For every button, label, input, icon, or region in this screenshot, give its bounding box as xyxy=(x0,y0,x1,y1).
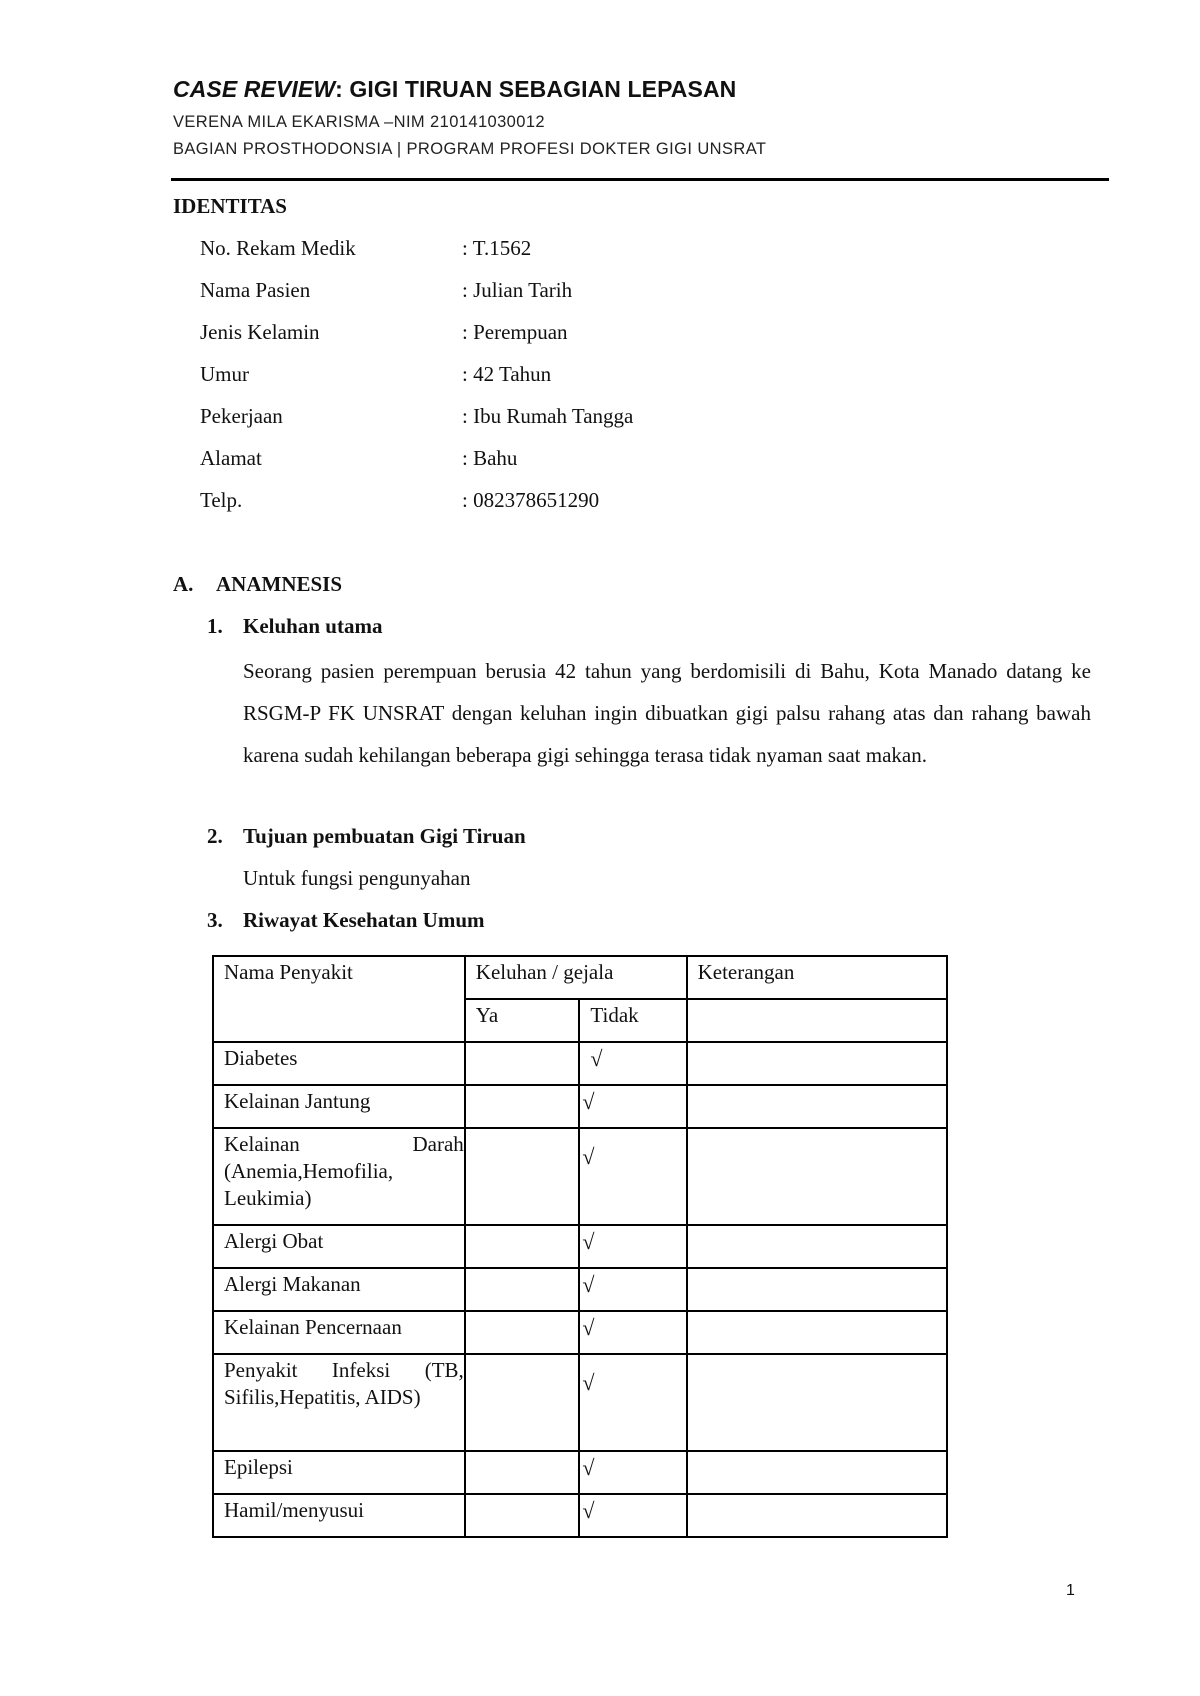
disease-name: Alergi Makanan xyxy=(213,1268,465,1311)
item-number: 1. xyxy=(207,614,223,638)
table-row xyxy=(213,1042,947,1085)
table-row xyxy=(213,1225,947,1268)
keterangan-cell xyxy=(687,1268,947,1311)
ya-cell xyxy=(465,1042,580,1085)
disease-name: Alergi Obat xyxy=(213,1225,465,1268)
ya-cell xyxy=(465,1128,580,1225)
identitas-value: : 42 Tahun xyxy=(462,362,552,386)
header-keterangan: Keterangan xyxy=(687,956,947,999)
identitas-value: : Perempuan xyxy=(462,320,568,344)
identitas-value: : 082378651290 xyxy=(462,488,600,512)
page-number: 1 xyxy=(1066,1582,1075,1599)
anamnesis-heading: ANAMNESIS xyxy=(216,572,343,596)
check-mark-icon: √ xyxy=(582,1498,595,1523)
identitas-value: : T.1562 xyxy=(462,236,532,260)
identitas-label: Pekerjaan xyxy=(200,404,283,428)
keterangan-cell xyxy=(687,1085,947,1128)
document-title xyxy=(173,76,736,103)
identitas-value: : Julian Tarih xyxy=(462,278,573,302)
tujuan-text: Untuk fungsi pengunyahan xyxy=(243,866,471,890)
ya-cell xyxy=(465,1354,580,1451)
table-row xyxy=(213,1085,947,1128)
table-row xyxy=(213,1268,947,1311)
tidak-cell xyxy=(579,1311,686,1354)
check-mark-icon: √ xyxy=(582,1315,595,1340)
ya-cell xyxy=(465,1225,580,1268)
riwayat-heading: Riwayat Kesehatan Umum xyxy=(243,908,485,932)
disease-name: Kelainan Pencernaan xyxy=(213,1311,465,1354)
keterangan-cell xyxy=(687,1494,947,1537)
item-number: 3. xyxy=(207,908,223,932)
section-letter: A. xyxy=(173,572,194,596)
tidak-cell xyxy=(579,1225,686,1268)
item-number: 2. xyxy=(207,824,223,848)
identitas-label: Jenis Kelamin xyxy=(200,320,320,344)
disease-name: Epilepsi xyxy=(213,1451,465,1494)
header-keterangan-empty xyxy=(687,999,947,1042)
header-tidak: Tidak xyxy=(579,999,686,1042)
check-mark-icon: √ xyxy=(582,1229,595,1254)
disease-name: Kelainan Darah (Anemia,Hemofilia, Leukimia) xyxy=(213,1128,465,1225)
check-mark-icon: √ xyxy=(590,1046,603,1071)
identitas-label: Telp. xyxy=(200,488,243,512)
ya-cell xyxy=(465,1451,580,1494)
header-ya: Ya xyxy=(465,999,580,1042)
tidak-cell xyxy=(579,1085,686,1128)
keterangan-cell xyxy=(687,1225,947,1268)
identitas-label: Alamat xyxy=(200,446,262,470)
tidak-cell xyxy=(579,1042,686,1085)
identitas-heading: IDENTITAS xyxy=(173,194,287,218)
header-keluhan-gejala: Keluhan / gejala xyxy=(465,956,687,999)
riwayat-kesehatan-table xyxy=(212,955,948,1538)
ya-cell xyxy=(465,1085,580,1128)
keterangan-cell xyxy=(687,1042,947,1085)
tidak-cell xyxy=(579,1268,686,1311)
identitas-value: : Bahu xyxy=(462,446,518,470)
keluhan-utama-heading: Keluhan utama xyxy=(243,614,383,638)
tidak-cell xyxy=(579,1128,686,1225)
keluhan-paragraph: Seorang pasien perempuan berusia 42 tahun yang berdomisili di Bahu, Kota Manado datang ke RSGM-P FK UNSRAT dengan keluhan ingin dibuatkan gigi palsu rahang atas dan rahang bawah karena sudah kehilangan beberapa gigi sehingga terasa tidak nyaman saat makan. xyxy=(243,659,1091,767)
tidak-cell xyxy=(579,1354,686,1451)
title-italic: CASE REVIEW xyxy=(173,76,336,102)
table-row xyxy=(213,1451,947,1494)
tidak-cell xyxy=(579,1451,686,1494)
check-mark-icon: √ xyxy=(582,1455,595,1480)
keterangan-cell xyxy=(687,1451,947,1494)
author-line: VERENA MILA EKARISMA –NIM 210141030012 xyxy=(173,113,545,131)
disease-name: Penyakit Infeksi (TB, Sifilis,Hepatitis, AIDS) xyxy=(213,1354,465,1451)
ya-cell xyxy=(465,1494,580,1537)
department-line: BAGIAN PROSTHODONSIA | PROGRAM PROFESI DOKTER GIGI UNSRAT xyxy=(173,140,767,158)
keterangan-cell xyxy=(687,1311,947,1354)
check-mark-icon: √ xyxy=(582,1370,595,1395)
table-row xyxy=(213,1311,947,1354)
keterangan-cell xyxy=(687,1128,947,1225)
disease-name: Diabetes xyxy=(213,1042,465,1085)
title-rest: : GIGI TIRUAN SEBAGIAN LEPASAN xyxy=(335,76,737,102)
header-nama-penyakit: Nama Penyakit xyxy=(213,956,465,1042)
tidak-cell xyxy=(579,1494,686,1537)
identitas-label: Umur xyxy=(200,362,249,386)
identitas-value: : Ibu Rumah Tangga xyxy=(462,404,634,428)
table-row xyxy=(213,1128,947,1225)
table-header-row xyxy=(213,956,947,999)
check-mark-icon: √ xyxy=(582,1272,595,1297)
identitas-label: Nama Pasien xyxy=(200,278,311,302)
table-row xyxy=(213,1354,947,1451)
ya-cell xyxy=(465,1311,580,1354)
check-mark-icon: √ xyxy=(582,1144,595,1169)
ya-cell xyxy=(465,1268,580,1311)
header-divider xyxy=(171,178,1109,181)
disease-name: Kelainan Jantung xyxy=(213,1085,465,1128)
disease-name: Hamil/menyusui xyxy=(213,1494,465,1537)
tujuan-heading: Tujuan pembuatan Gigi Tiruan xyxy=(243,824,526,848)
identitas-label: No. Rekam Medik xyxy=(200,236,356,260)
table-row xyxy=(213,1494,947,1537)
keterangan-cell xyxy=(687,1354,947,1451)
check-mark-icon: √ xyxy=(582,1089,595,1114)
